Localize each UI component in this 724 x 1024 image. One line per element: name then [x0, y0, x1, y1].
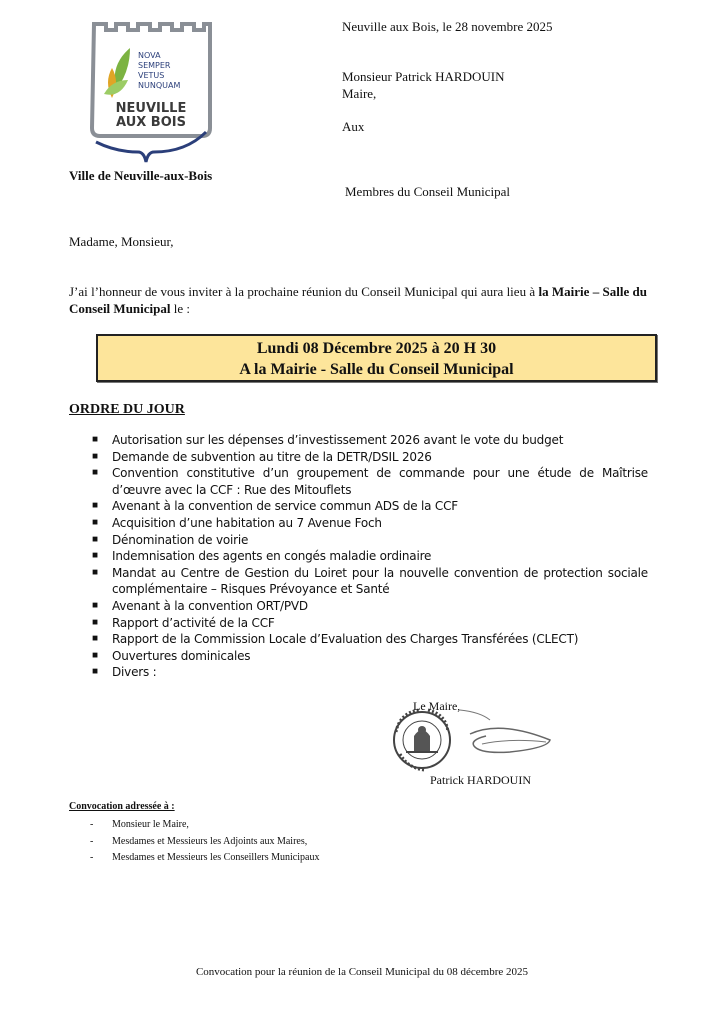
list-item: ■ Demande de subvention au titre de la DETR/DSIL 2026: [92, 449, 432, 464]
list-item: ■ Rapport d’activité de la CCF: [92, 615, 275, 630]
svg-text:NUNQUAM: NUNQUAM: [138, 81, 181, 90]
bullet-icon: ■: [92, 649, 99, 661]
bullet-icon: ■: [92, 616, 99, 628]
list-item: ■ Mandat au Centre de Gestion du Loiret pour la nouvelle convention de protection sociale complémentaire – Risques Prévoyance et Santé: [92, 565, 648, 597]
dash-icon: -: [90, 835, 94, 847]
recipients-list: [90, 817, 319, 867]
bullet-icon: ■: [92, 533, 99, 545]
list-item: ■ Avenant à la convention de service commun ADS de la CCF: [92, 499, 458, 514]
list-item: ■ Convention constitutive d’un groupement de commande pour une étude de Maîtrise d’œuvre avec la CCF : Rue des Mitouflets: [92, 466, 648, 497]
sender-name: Monsieur Patrick HARDOUIN: [342, 69, 505, 84]
intro-paragraph: [69, 283, 647, 317]
bullet-icon: ■: [92, 633, 99, 645]
list-item: ■ Avenant à la convention ORT/PVD: [92, 598, 308, 613]
svg-text:NEUVILLE: NEUVILLE: [115, 101, 187, 116]
meeting-location: A la Mairie - Salle du Conseil Municipal: [239, 361, 514, 378]
list-item: - Mesdames et Messieurs les Conseillers Municipaux: [90, 850, 319, 867]
intro-text: J’ai l’honneur de vous inviter à la prochaine réunion du Conseil Municipal qui aura lieu à: [69, 284, 536, 299]
bullet-icon: ■: [92, 516, 99, 528]
sender-role: Maire,: [342, 86, 377, 101]
page-footer: Convocation pour la réunion de la Conseil Municipal du 08 décembre 2025: [195, 966, 529, 978]
bullet-icon: ■: [92, 434, 99, 445]
salutation: Madame, Monsieur,: [69, 234, 174, 249]
bullet-icon: ■: [92, 599, 99, 611]
place-date: Neuville aux Bois, le 28 novembre 2025: [342, 19, 553, 34]
meeting-box: [96, 334, 657, 382]
bullet-icon: ■: [92, 500, 99, 512]
svg-text:AUX BOIS: AUX BOIS: [116, 115, 186, 130]
list-item: ■ Ouvertures dominicales: [92, 648, 251, 663]
dash-icon: -: [90, 819, 94, 830]
convocation-title: Convocation adressée à :: [69, 801, 175, 812]
bullet-icon: ■: [92, 566, 99, 578]
signer-name: Patrick HARDOUIN: [430, 773, 531, 787]
bullet-icon: ■: [92, 467, 99, 479]
intro-location: la Mairie – Salle du Conseil Municipal: [69, 284, 647, 316]
city-label: Ville de Neuville-aux-Bois: [69, 168, 213, 183]
bullet-icon: ■: [92, 450, 99, 462]
intro-end: le :: [173, 301, 190, 316]
list-item: ■ Rapport de la Commission Locale d’Evaluation des Charges Transférées (CLECT): [92, 632, 579, 647]
list-item: - Monsieur le Maire,: [90, 817, 319, 834]
list-item: ■ Acquisition d’une habitation au 7 Avenue Foch: [92, 515, 382, 530]
svg-text:NOVA: NOVA: [138, 51, 161, 60]
bullet-icon: ■: [92, 550, 99, 562]
city-crest-icon: [86, 20, 216, 170]
list-item: - Mesdames et Messieurs les Adjoints aux Maires,: [90, 834, 319, 851]
list-item: ■ Dénomination de voirie: [92, 532, 249, 547]
svg-text:SEMPER: SEMPER: [138, 61, 171, 70]
agenda-list: [92, 432, 648, 681]
dash-icon: -: [90, 852, 94, 863]
signer-title: Le Maire,: [413, 699, 461, 713]
list-item: ■ Indemnisation des agents en congés maladie ordinaire: [92, 549, 432, 564]
agenda-title: ORDRE DU JOUR: [69, 402, 185, 417]
list-item: ■ Divers :: [92, 665, 157, 680]
city-logo: [86, 20, 216, 170]
meeting-date-time: Lundi 08 Décembre 2025 à 20 H 30: [256, 340, 497, 357]
svg-text:VETUS: VETUS: [138, 71, 165, 80]
list-item: ■ Autorisation sur les dépenses d’investissement 2026 avant le vote du budget: [92, 433, 564, 447]
bullet-icon: ■: [92, 666, 99, 678]
recipient: Membres du Conseil Municipal: [345, 184, 511, 199]
to-label: Aux: [342, 119, 365, 134]
